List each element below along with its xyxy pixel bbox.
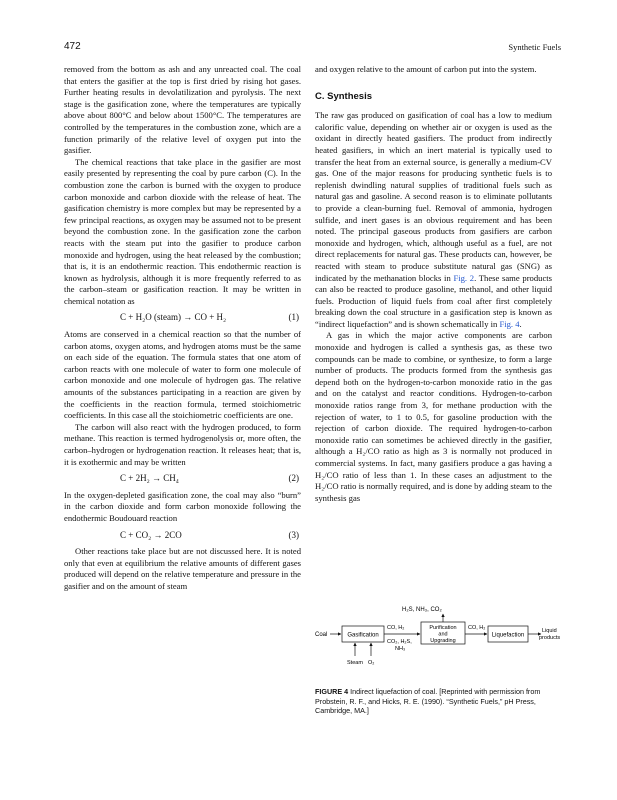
equation-1-number: (1) [288,312,299,323]
fig-purification-label-1: Purification [429,625,457,631]
fig-output-label-1: Liquid [542,628,557,634]
equation-1-formula: C + H₂O (steam) → CO + H₂ [120,312,227,323]
equation-1 [64,307,301,329]
fig-coal-label: Coal [315,632,328,638]
right-paragraph-3: A gas in which the major active components are carbon monoxide and hydrogen is called a synthesis gas, as these two compounds can be made to combine, or synthesize, to form a large number of products. The products formed from the synthesis gas depend both on the hydrogen-to-carbon monoxide ratio in the gas and on the catalyst and reactor conditions. Hydrogen-to-carbon monoxide ratios range from 3, for methane production with the rejection of water, to 1 to 0.5, for gasoline production with the rejection of carbon dioxide. The required hydrogen-to-carbon monoxide ratio can sometimes be achieved directly in the gasifier, although a H₂/CO ratio as high as 3 is normally not produced in commercial systems. In fact, many gasifiers produce a gas having a H₂/CO ratio of less than 1. In these cases an adjustment to the H₂/CO ratio is normally required, and is done by adding steam to the synthesis gas [315,330,552,503]
fig-oxygen-label: O₂ [368,660,375,666]
fig-liquefaction-label: Liquefaction [491,632,525,639]
right-paragraph-2-part-b: . These same products can also be reacted to produce gasoline, methanol, and other liquid fuels. Production of liquid fuels from coal after first completely breaking down the coal structure in a gasification step is known as “indirect liquefaction” and is shown schematically in [315,272,552,329]
right-column [315,64,552,504]
fig-output-label-2: products [539,635,561,641]
left-paragraph-3: Atoms are conserved in a chemical reaction so that the number of carbon atoms, oxygen atoms, and hydrogen atoms must be the same on each side of the equation. The formula states that one atom of carbon reacts with one molecule of water to form one molecule of carbon monoxide and one molecule of hydrogen gas. The relative amounts of the substances participating in a reaction are given by the coefficients in the reaction formula, termed stoichiometric coefficients. In this case all the stoichiometric coefficients are one. [64,329,301,421]
fig-top-label: H₂S, NH₃, CO₂ [402,607,442,613]
left-paragraph-2: The chemical reactions that take place in the gasifier are most easily presented by representing the coal by pure carbon (C). In the combustion zone the carbon is burned with the oxygen to produce carbon monoxide and carbon dioxide with the release of heat. The gasification chemistry is more complex but may be represented by a few principal reactions, as oxygen may be assumed not to be present beyond the combustion zone. In the gasification zone the carbon reacts with the steam put into the gasifier to produce carbon monoxide and hydrogen, using the heat released by the combustion; that is, it is an endothermic reaction. This endothermic reaction is known as hydrolysis, although it is more frequently referred to as the carbon–steam or gasification reaction. It may be written in chemical notation as [64,156,301,306]
right-paragraph-2-part-c: . [519,318,522,329]
left-column [64,64,301,593]
figure-4-link[interactable]: Fig. 4 [499,318,520,329]
fig-purification-label-3: Upgrading [430,638,456,644]
fig-gas-bottom-label: CO₂, H₂S, [387,639,412,645]
fig-gas-top-label: CO, H₂ [387,625,405,631]
equation-3 [64,525,301,547]
equation-2-formula: C + 2H₂ → CH₄ [120,473,179,484]
page-number: 472 [64,41,81,52]
right-paragraph-2-part-a: The raw gas produced on gasification of coal has a low to medium calorific value, depending on whether air or oxygen is used as the oxidant in directly heated gasifiers. The product from indirectly heated gasifiers, in which an inert material is typically used to transfer the heat from an external source, is generally a medium-CV gas. One of the major reasons for producing synthetic fuels is to replenish dwindling natural supplies of traditional fuels such as natural gas and gasoline. A second reason is to eliminate pollutants to provide a clean-burning fuel. Removal of ammonia, hydrogen sulfide, and inert gases is an obvious requirement and has been noted. The principal gaseous products from gasifiers are carbon monoxide and hydrogen, which, although useful as a fuel, are not direct replacements for natural gas. These products can, however, be reacted with steam to produce substitute natural gas (SNG) as indicated by the methanation blocks in [315,110,552,283]
fig-gas-nh3-label: NH₃ [395,646,406,652]
equation-2-number: (2) [288,473,299,484]
equation-3-number: (3) [288,529,299,540]
figure-2-link[interactable]: Fig. 2 [453,272,475,283]
caption-text: Indirect liquefaction of coal. [Reprinted with permission from Probstein, R. F., and Hicks, R. E. (1990). “Synthetic Fuels,” pH Press, Cambridge, MA.] [315,687,541,716]
caption-label: FIGURE 4 [315,687,349,696]
left-paragraph-4: The carbon will also react with the hydrogen produced, to form methane. This reaction is termed hydrogenolysis or, more often, the carbon–hydrogen or hydrogenation reaction. It releases heat; that is, it is exothermic and may be written [64,421,301,467]
fig-clean-gas-label: CO, H₂ [468,625,486,631]
section-heading: C. Synthesis [315,90,373,102]
left-paragraph-6: Other reactions take place but are not discussed here. It is noted only that even at equilibrium the relative amounts of different gases produced will depend on the relative temperature and pressure in the gasifier and on the amount of steam [64,546,301,591]
right-paragraph-2 [315,110,552,330]
equation-2 [64,468,301,490]
right-paragraph-1: and oxygen relative to the amount of carbon put into the system. [315,64,537,74]
figure-4-diagram [315,598,561,674]
running-title: Synthetic Fuels [508,42,561,52]
left-paragraph-5: In the oxygen-depleted gasification zone, the coal may also “burn” in the carbon dioxide and form carbon monoxide following the endothermic Boudouard reaction [64,489,301,523]
left-paragraph-1: removed from the bottom as ash and any unreacted coal. The coal that enters the gasifier at the top is first dried by rising hot gases. Further heating results in devolatilization and pyrolysis. The next stage is the gasification zone, where the temperatures are typically above about 800°C and below about 1500°C. The temperatures are controlled by the temperatures in the combustion zone, which are a function primarily of the relative level of oxygen put into the gasifier. [64,64,301,156]
fig-steam-label: Steam [347,660,363,666]
fig-purification-label-2: and [438,631,448,638]
figure-caption [315,687,553,716]
fig-gasification-label: Gasification [347,632,379,639]
equation-3-formula: C + CO₂ → 2CO [120,529,182,540]
